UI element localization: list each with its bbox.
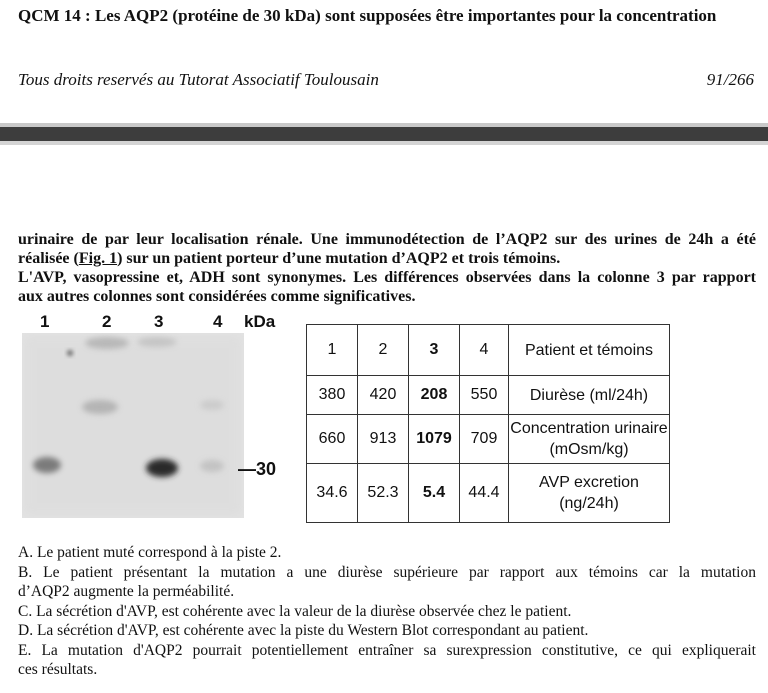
kda-unit-label: kDa — [244, 312, 276, 331]
table-header-row — [307, 325, 670, 376]
table-cell: 420 — [358, 376, 409, 415]
answer-e-line-2: ces résultats. — [18, 661, 98, 678]
answer-option-b[interactable] — [18, 563, 756, 602]
question-header-line: QCM 14 : Les AQP2 (protéine de 30 kDa) sont supposées être importantes pour la concentration — [18, 6, 717, 25]
table-row — [307, 376, 670, 415]
table-row — [307, 464, 670, 523]
kda-30-value: 30 — [256, 459, 277, 479]
kda-30-dash: — — [238, 459, 256, 479]
table-row-label: Concentration urinaire (mOsm/kg) — [509, 415, 670, 464]
footer-page-number: 91/266 — [706, 70, 754, 89]
table-header-cell: 4 — [460, 325, 509, 376]
intro-paragraph — [18, 230, 756, 268]
answer-option-e[interactable] — [18, 641, 756, 680]
lane-label-4: 4 — [213, 312, 223, 331]
intro-line-2-post: ) sur un patient porteur d’une mutation d’AQP2 et trois témoins. — [117, 250, 561, 267]
table-cell: 208 — [409, 376, 460, 415]
significance-line-2: aux autres colonnes sont considérées comme significatives. — [18, 288, 416, 305]
blot-band-lane2-mid — [82, 400, 118, 414]
blot-band-lane4-30kda — [200, 460, 224, 472]
table-cell: 660 — [307, 415, 358, 464]
table-cell: 34.6 — [307, 464, 358, 523]
results-table — [306, 324, 670, 523]
western-blot-image — [22, 333, 244, 518]
table-cell: 1079 — [409, 415, 460, 464]
table-header-cell: 2 — [358, 325, 409, 376]
table-cell: 550 — [460, 376, 509, 415]
lane-label-3: 3 — [154, 312, 164, 331]
intro-line-2-pre: réalisée ( — [18, 250, 79, 267]
answer-option-a[interactable]: A. Le patient muté correspond à la piste 2. — [18, 544, 282, 561]
lane-label-1: 1 — [40, 312, 50, 331]
answer-b-line-2: d’AQP2 augmente la perméabilité. — [18, 583, 235, 600]
intro-line-1: urinaire de par leur localisation rénale. Une immunodétection de l’AQP2 sur des urines de 24h a été — [18, 231, 756, 248]
answer-e-line-1: E. La mutation d'AQP2 pourrait potentiellement entraîner sa surexpression constitutive, ce qui expliquerait — [18, 641, 756, 659]
table-cell: 913 — [358, 415, 409, 464]
page-break-shadow-bottom — [0, 141, 768, 145]
lane-label-2: 2 — [102, 312, 112, 331]
blot-band-lane2-top — [85, 337, 129, 349]
significance-paragraph — [18, 268, 756, 306]
table-cell: 5.4 — [409, 464, 460, 523]
blot-band-lane1-30kda — [33, 457, 61, 473]
table-cell: 52.3 — [358, 464, 409, 523]
blot-band-lane3-30kda — [146, 459, 178, 477]
table-header-cell: 1 — [307, 325, 358, 376]
table-header-cell: 3 — [409, 325, 460, 376]
answer-option-d[interactable]: D. La sécrétion d'AVP, est cohérente avec la piste du Western Blot correspondant au patient. — [18, 622, 589, 639]
table-row — [307, 415, 670, 464]
page-break-bar — [0, 127, 768, 141]
footer-copyright: Tous droits reservés au Tutorat Associatif Toulousain — [18, 70, 379, 89]
blot-band-lane4-mid — [200, 400, 224, 410]
table-cell: 380 — [307, 376, 358, 415]
significance-line-1: L'AVP, vasopressine et, ADH sont synonymes. Les différences observées dans la colonne 3 par rapport — [18, 269, 756, 286]
blot-speck — [67, 350, 73, 356]
answer-option-c[interactable]: C. La sécrétion d'AVP, est cohérente avec la valeur de la diurèse observée chez le patient. — [18, 602, 572, 620]
blot-band-lane3-top — [137, 337, 177, 347]
figure-reference-link[interactable]: Fig. 1 — [78, 250, 118, 267]
table-row-label: AVP excretion (ng/24h) — [509, 464, 670, 523]
answer-options — [18, 543, 756, 680]
intro-line-2 — [18, 249, 756, 268]
table-header-label: Patient et témoins — [509, 325, 670, 376]
answer-b-line-1: B. Le patient présentant la mutation a une diurèse supérieure par rapport aux témoins car la mutation — [18, 563, 756, 581]
kda-30-marker — [238, 459, 276, 480]
table-cell: 44.4 — [460, 464, 509, 523]
table-row-label: Diurèse (ml/24h) — [509, 376, 670, 415]
table-cell: 709 — [460, 415, 509, 464]
